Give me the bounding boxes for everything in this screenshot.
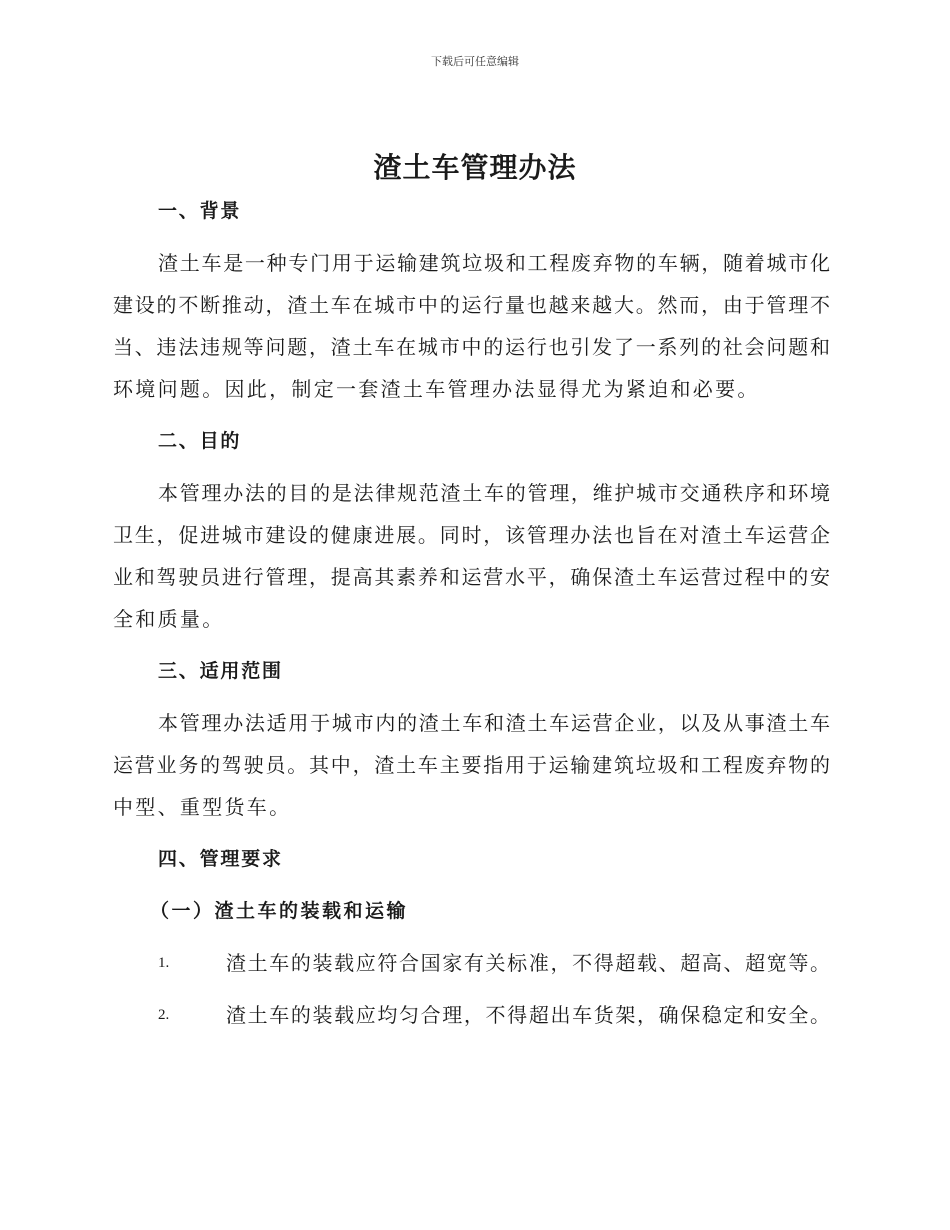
list-item-text: 渣土车的装载应均匀合理，不得超出车货架，确保稳定和安全。 (226, 1003, 830, 1027)
section-heading-background: 一、背景 (158, 200, 242, 222)
list-item-text: 渣土车的装载应符合国家有关标准，不得超载、超高、超宽等。 (226, 951, 830, 975)
paragraph-line: 卫生，促进城市建设的健康进展。同时，该管理办法也旨在对渣土车运营企 (113, 523, 830, 547)
paragraph-line: 全和质量。 (113, 607, 225, 631)
header-note: 下载后可任意编辑 (431, 55, 519, 68)
section-heading-scope: 三、适用范围 (158, 660, 283, 682)
list-item-number: 1. (158, 955, 170, 971)
paragraph-line: 本管理办法适用于城市内的渣土车和渣土车运营企业，以及从事渣土车 (158, 711, 830, 735)
paragraph-line: 环境问题。因此，制定一套渣土车管理办法显得尤为紧迫和必要。 (113, 377, 760, 401)
paragraph-line: 运营业务的驾驶员。其中，渣土车主要指用于运输建筑垃圾和工程废弃物的 (113, 753, 830, 777)
section-heading-purpose: 二、目的 (158, 430, 242, 452)
paragraph-line: 建设的不断推动，渣土车在城市中的运行量也越来越大。然而，由于管理不 (113, 293, 830, 317)
paragraph-line: 渣土车是一种专门用于运输建筑垃圾和工程废弃物的车辆，随着城市化 (158, 251, 830, 275)
subsection-heading: （一）渣土车的装载和运输 (150, 900, 409, 922)
paragraph-line: 本管理办法的目的是法律规范渣土车的管理，维护城市交通秩序和环境 (158, 481, 830, 505)
section-heading-requirements: 四、管理要求 (158, 848, 283, 870)
paragraph-line: 中型、重型货车。 (113, 795, 292, 819)
paragraph-line: 当、违法违规等问题，渣土车在城市中的运行也引发了一系列的社会问题和 (113, 335, 830, 359)
paragraph-line: 业和驾驶员进行管理，提高其素养和运营水平，确保渣土车运营过程中的安 (113, 565, 830, 589)
list-item-number: 2. (158, 1007, 170, 1023)
document-title: 渣土车管理办法 (373, 151, 577, 184)
